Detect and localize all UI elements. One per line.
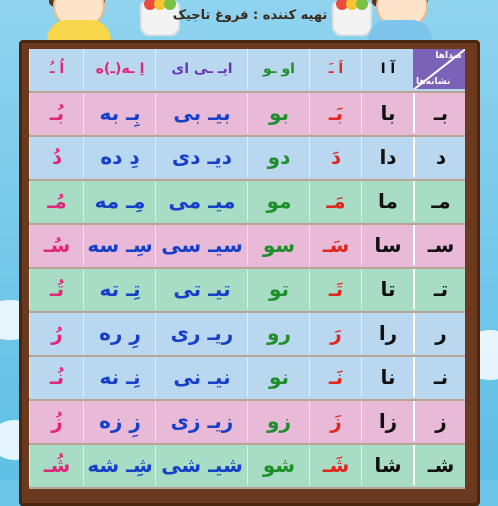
body xyxy=(368,20,432,40)
table-row xyxy=(29,181,465,223)
syllable-cell: نُـ xyxy=(29,357,84,397)
author-title: تهیه کننده : فروغ تاجیک xyxy=(172,8,328,23)
syllable-cell: تِـ ته xyxy=(83,269,156,309)
girl-illustration xyxy=(45,0,115,34)
body xyxy=(47,20,111,40)
syllable-cell: رِ ره xyxy=(83,313,156,353)
syllable-cell: رَ xyxy=(309,313,362,353)
header-cell: اَ ـَ xyxy=(309,49,362,89)
syllable-cell: نیـ نی xyxy=(155,357,248,397)
corner-cell xyxy=(413,49,465,89)
syllable-cell: تیـ تی xyxy=(155,269,248,309)
syllable-cell: دو xyxy=(247,137,310,177)
syllable-cell: دیـ دی xyxy=(155,137,248,177)
syllable-cell: بُـ xyxy=(29,93,84,133)
syllable-cell: شِـ شه xyxy=(83,445,156,485)
corner-label-signs: نشانه‌ها xyxy=(416,77,451,87)
syllable-cell: با xyxy=(361,93,414,133)
syllable-cell: تا xyxy=(361,269,414,309)
table-row xyxy=(29,445,465,487)
syllable-cell: سِـ سه xyxy=(83,225,156,265)
syllable-cell: شَـ xyxy=(309,445,362,485)
syllable-cell: شیـ شی xyxy=(155,445,248,485)
boy-illustration xyxy=(362,0,432,34)
header-row xyxy=(29,49,465,91)
table-row xyxy=(29,93,465,135)
table-row xyxy=(29,401,465,443)
header-cell: آ ا xyxy=(361,49,414,89)
syllable-cell: رُ xyxy=(29,313,84,353)
syllable-cell: دِ ده xyxy=(83,137,156,177)
syllable-cell: شا xyxy=(361,445,414,485)
syllable-cell: مِـ مه xyxy=(83,181,156,221)
syllable-cell: نِـ نه xyxy=(83,357,156,397)
syllable-cell: مَـ xyxy=(309,181,362,221)
syllable-cell: مو xyxy=(247,181,310,221)
syllable-cell: نَـ xyxy=(309,357,362,397)
syllable-cell: شُـ xyxy=(29,445,84,485)
syllable-cell: مُـ xyxy=(29,181,84,221)
syllable-cell: نو xyxy=(247,357,310,397)
syllable-cell: سُـ xyxy=(29,225,84,265)
table-row xyxy=(29,357,465,399)
syllable-cell: بـ xyxy=(413,93,467,133)
syllable-cell: میـ می xyxy=(155,181,248,221)
syllable-cell: بِـ به xyxy=(83,93,156,133)
syllable-cell: ر xyxy=(413,313,467,353)
syllable-cell: د xyxy=(413,137,467,177)
syllable-cell: سو xyxy=(247,225,310,265)
header-cell: ایـ ـی ای xyxy=(155,49,248,89)
table-row xyxy=(29,137,465,179)
syllable-cell: تُـ xyxy=(29,269,84,309)
syllable-cell: ز xyxy=(413,401,467,441)
syllable-cell: سَـ xyxy=(309,225,362,265)
syllable-cell: سـ xyxy=(413,225,467,265)
syllable-cell: دُ xyxy=(29,137,84,177)
table-row xyxy=(29,313,465,355)
header-cell: او ـو xyxy=(247,49,310,89)
syllable-cell: دَ xyxy=(309,137,362,177)
table-row xyxy=(29,269,465,311)
syllable-cell: زُ xyxy=(29,401,84,441)
syllable-cell: زَ xyxy=(309,401,362,441)
syllable-cell: تـ xyxy=(413,269,467,309)
syllable-cell: نا xyxy=(361,357,414,397)
syllable-cell: مـ xyxy=(413,181,467,221)
syllable-cell: تو xyxy=(247,269,310,309)
syllable-cell: زِ زه xyxy=(83,401,156,441)
syllable-cell: رو xyxy=(247,313,310,353)
table-row xyxy=(29,225,465,267)
syllable-cell: زا xyxy=(361,401,414,441)
syllable-cell: بَـ xyxy=(309,93,362,133)
syllable-cell: شو xyxy=(247,445,310,485)
corner-label-sounds: صداها xyxy=(435,51,462,61)
syllable-cell: بیـ بی xyxy=(155,93,248,133)
syllable-cell: زو xyxy=(247,401,310,441)
syllable-cell: تَـ xyxy=(309,269,362,309)
syllable-cell: ریـ ری xyxy=(155,313,248,353)
header-cell: اُ ـُ xyxy=(29,49,84,89)
syllable-cell: ما xyxy=(361,181,414,221)
syllable-cell: نـ xyxy=(413,357,467,397)
syllable-cell: سیـ سی xyxy=(155,225,248,265)
syllable-cell: زیـ زی xyxy=(155,401,248,441)
alphabet-table xyxy=(29,49,465,489)
syllable-cell: دا xyxy=(361,137,414,177)
syllable-cell: سا xyxy=(361,225,414,265)
syllable-cell: بو xyxy=(247,93,310,133)
syllable-cell: شـ xyxy=(413,445,467,485)
syllable-cell: را xyxy=(361,313,414,353)
header-cell: اِ ـه(ـ)ه xyxy=(83,49,156,89)
